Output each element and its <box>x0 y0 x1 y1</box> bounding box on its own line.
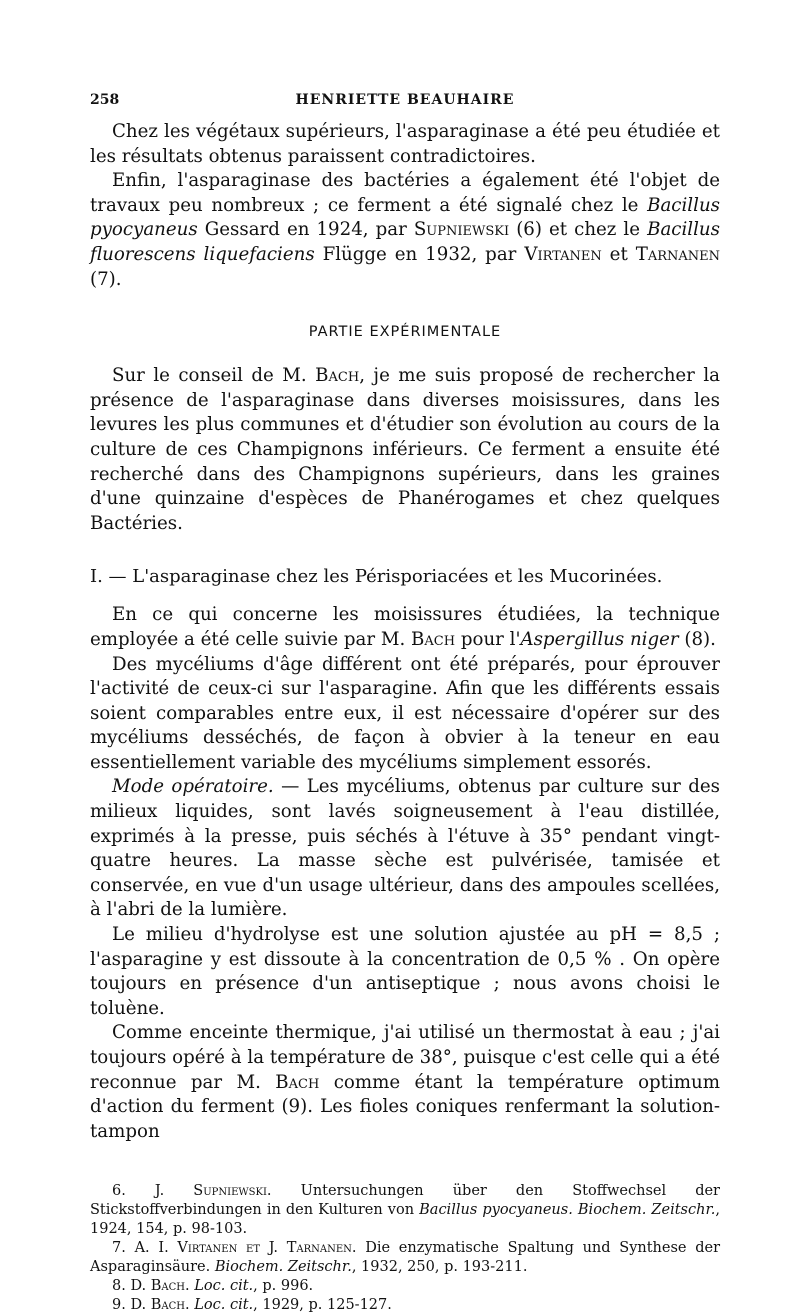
species-name: Bacillus pyocyaneus <box>90 194 720 241</box>
subsection-paragraph-1: En ce qui concerne les moisissures étudiées, la technique employée a été celle suivie par M. Bach pour l'Aspergillus niger (8). <box>90 604 720 650</box>
intro-paragraph-1: Chez les végétaux supérieurs, l'asparaginase a été peu étudiée et les résultats obtenus paraissent contradictoires. <box>90 121 720 167</box>
author-name: Bach <box>275 1071 320 1093</box>
species-name: Aspergillus niger <box>520 628 679 650</box>
section-title: PARTIE EXPÉRIMENTALE <box>308 324 502 341</box>
subsection-paragraph-3: Mode opératoire. — Les mycéliums, obtenus par culture sur des milieux liquides, sont lavés soigneusement à l'eau distillée, exprimés à la presse, puis séchés à l'étuve à 35° pendant vingt-quatre heures. La masse sèche est pulvérisée, tamisée et conservée, en vue d'un usage ultérieur, dans des ampoules scellées, à l'abri de la lumière. <box>90 776 721 921</box>
paragraph-label: Mode opératoire. <box>112 776 274 798</box>
author-name: Tarnanen <box>635 243 721 265</box>
footnote: 9. D. Bach. Loc. cit., 1929, p. 125-127. <box>112 1297 392 1314</box>
footnote: 7. A. I. Virtanen et J. Tarnanen. Die enzymatische Spaltung und Synthese der Asparaginsäure. Biochem. Zeitschr., 1932, 250, p. 193-211. <box>90 1240 721 1276</box>
subsection-title: I. — L'asparaginase chez les Périsporiacées et les Mucorinées. <box>90 566 663 588</box>
subsection-paragraph-2: Des mycéliums d'âge différent ont été préparés, pour éprouver l'activité de ceux-ci sur l'asparagine. Afin que les différents essais soient comparables entre eux, il est nécessaire d'opérer sur des mycéliums desséchés, de façon à obvier à la teneur en eau essentiellement variable des mycéliums simplement essorés. <box>90 653 720 773</box>
author-name: Bach <box>315 365 360 387</box>
subsection-paragraph-4: Le milieu d'hydrolyse est une solution ajustée au pH = 8,5 ; l'asparagine y est dissoute à la concentration de 0,5 % . On opère toujours en présence d'un antiseptique ; nous avons choisi le toluène. <box>90 924 720 1019</box>
page-header <box>90 92 720 120</box>
section-paragraph-1: Sur le conseil de M. Bach, je me suis proposé de rechercher la présence de l'asparaginase dans diverses moisissures, dans les levures les plus communes et d'étudier son évolution au cours de la culture de ces Champignons inférieurs. Ce ferment a ensuite été recherché dans des Champignons supérieurs, dans les graines d'une quinzaine d'espèces de Phanérogames et chez quelques Bactéries. <box>90 365 720 534</box>
subsection-paragraph-5: Comme enceinte thermique, j'ai utilisé un thermostat à eau ; j'ai toujours opéré à la température de 38°, puisque c'est celle qui a été reconnue par M. Bach comme étant la température optimum d'action du ferment (9). Les fioles coniques renfermant la solution-tampon <box>90 1022 720 1142</box>
ref-marker: (6) <box>516 219 542 241</box>
page-number: 258 <box>90 92 120 108</box>
running-head: HENRIETTE BEAUHAIRE <box>295 92 515 108</box>
species-name: Bacillus fluorescens liquefaciens <box>90 219 720 265</box>
page <box>90 92 720 1315</box>
intro-paragraph-2: Enfin, l'asparaginase des bactéries a également été l'objet de travaux peu nombreux ; ce ferment a été signalé chez le Bacillus pyocyaneus Gessard en 1924, par Supniewski (6) et chez le Bacillus fluorescens liquefaciens Flügge en 1932, par Virtanen et Tarnanen (7). <box>90 170 721 290</box>
footnote: 6. J. Supniewski. Untersuchungen über den Stoffwechsel der Stickstoffverbindungen in den Kulturen von Bacillus pyocyaneus. Biochem. Zeitschr., 1924, 154, p. 98-103. <box>90 1183 720 1238</box>
author-name: Bach <box>411 628 456 650</box>
author-name: Virtanen <box>524 243 602 265</box>
author-name: Supniewski <box>413 219 510 241</box>
ref-marker: (7). <box>90 268 122 290</box>
footnote: 8. D. Bach. Loc. cit., p. 996. <box>112 1278 314 1295</box>
footnotes <box>90 1182 720 1315</box>
